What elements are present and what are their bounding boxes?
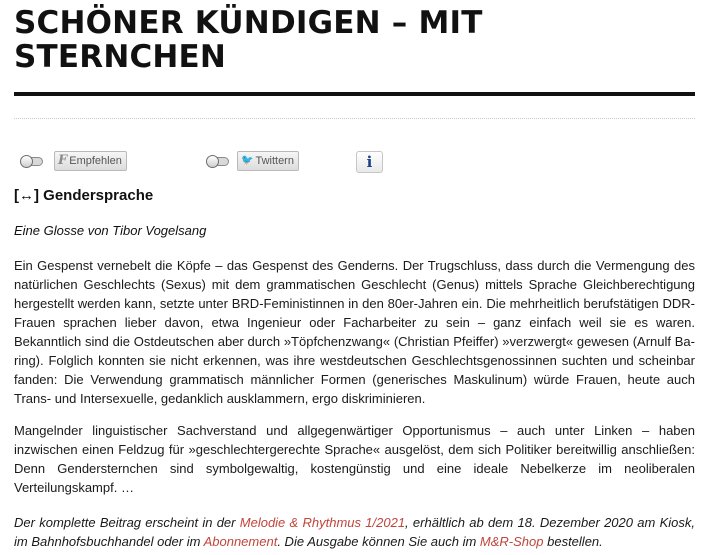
title-divider (14, 92, 695, 96)
facebook-icon: F (58, 153, 68, 168)
note-text: . Die Ausgabe können Sie auch im (277, 534, 480, 549)
twitter-button-label: Twittern (255, 155, 294, 167)
social-share-bar (0, 151, 706, 175)
section-heading: [↔] Gendersprache (14, 187, 154, 204)
shop-link[interactable]: M&R-Shop (479, 534, 544, 549)
paragraph-line: Trans- und Intersexuelle, gedanklich ausklammern, ergo diskriminieren. (14, 391, 426, 406)
note-text: Der komplette Beitrag erscheint in der (14, 515, 240, 530)
article-title: SCHÖNER KÜNDIGEN – MIT STERNCHEN (14, 5, 483, 75)
toggle-knob (20, 155, 33, 168)
magazine-issue-link[interactable]: Melodie & Rhythmus 1/2021 (239, 515, 406, 530)
twitter-tweet-button[interactable] (237, 151, 299, 171)
paragraph-1 (14, 256, 695, 408)
subscription-link[interactable]: Abonnement (203, 534, 278, 549)
paragraph-line: fanden: Die Verwendung grammatisch männlicher Formen (generisches Maskulinum) würde Frauen, heute auch (14, 372, 695, 387)
twitter-bird-icon: 🐦 (241, 155, 254, 166)
byline: Eine Glosse von Tibor Vogelsang (14, 223, 207, 238)
purchase-note (14, 513, 695, 551)
twitter-privacy-toggle[interactable] (207, 157, 229, 166)
note-text: bestellen. (543, 534, 603, 549)
purchase-note-line-1 (14, 513, 695, 532)
paragraph-line: hergestellt werden kann, setzte unter BRD-Feministinnen in den 80er-Jahren ein. Die mehrheitlich berufstätigen DDR- (14, 296, 695, 311)
paragraph-2 (14, 421, 695, 497)
paragraph-line: Denn Gendersternchen sind symbolgewaltig, kostengünstig und eine ideale Nebelkerze im neoliberalen (14, 461, 695, 476)
facebook-button-label: Empfehlen (69, 155, 122, 167)
paragraph-line: Bekanntlich sind die Ostdeutschen aber durch »Töpfchenzwang« (Christian Pfeiffer) »verzwergt« gewesen (Arnulf Ba- (14, 334, 695, 349)
paragraph-line: Ein Gespenst vernebelt die Köpfe – das Gespenst des Genderns. Der Trugschluss, dass durch die Vermengung des (14, 258, 695, 273)
purchase-note-line-2 (14, 532, 695, 551)
paragraph-line: inzwischen einen Feldzug für »geschlechtergerechte Sprache« ausgelöst, dem sich Politiker bereitwillig anschließen: (14, 442, 695, 457)
toggle-knob (206, 155, 219, 168)
facebook-recommend-button[interactable] (54, 151, 127, 171)
dotted-divider (14, 118, 695, 119)
info-button[interactable]: i (356, 151, 383, 173)
paragraph-line: Verteilungskampf. … (14, 480, 134, 495)
paragraph-line: Mangelnder linguistischer Sachverstand und allgegenwärtiger Opportunismus – auch unter Linken – haben (14, 423, 695, 438)
note-text: , erhältlich ab dem 18. Dezember 2020 am Kiosk, (405, 515, 695, 530)
facebook-privacy-toggle[interactable] (21, 157, 43, 166)
paragraph-line: natürlichen Geschlechts (Sexus) mit dem grammatischen Geschlecht (Genus) mittels Sprache Gleichberechtigung (14, 277, 695, 292)
paragraph-line: Frauen sprachen lieber davon, etwa Ingenieur oder Facharbeiter zu sein – ganz einfach weil sie es waren. (14, 315, 695, 330)
note-text: im Bahnhofsbuchhandel oder im (14, 534, 204, 549)
paragraph-line: ring). Folglich konnten sie nicht erkennen, was ihre westdeutschen Geschlechtsgenossinnen suchten und scheinbar (14, 353, 695, 368)
